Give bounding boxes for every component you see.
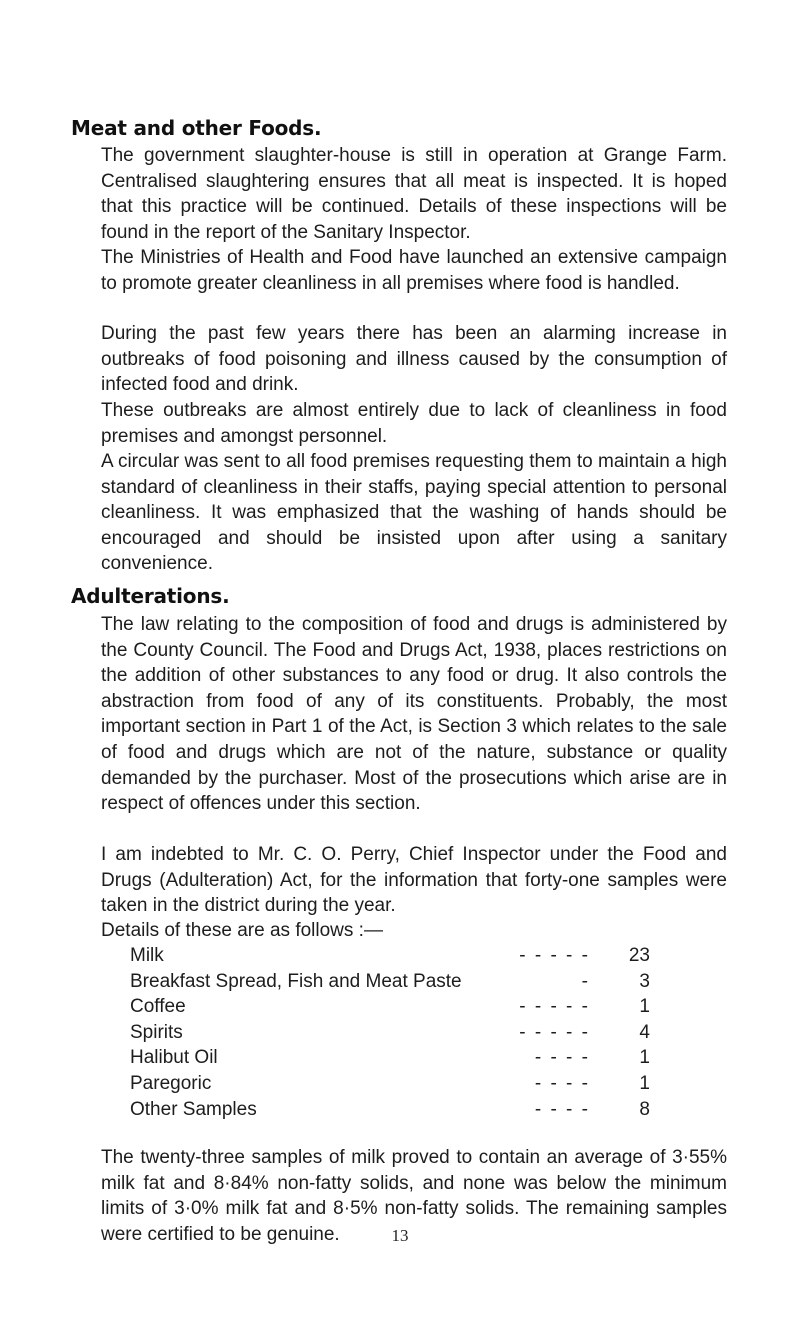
sample-name: Other Samples	[130, 1098, 257, 1120]
sample-count: 3	[639, 970, 650, 992]
leader-dashes: - - - -	[534, 1072, 590, 1094]
section-heading-adulterations: Adulterations.	[71, 584, 230, 608]
leader-dashes: - - - - -	[519, 945, 590, 966]
list-item	[130, 969, 650, 995]
section-heading-meat: Meat and other Foods.	[71, 116, 322, 140]
list-item	[130, 994, 650, 1020]
paragraph-chief-inspector: I am indebted to Mr. C. O. Perry, Chief Inspector under the Food and Drugs (Adulteration) Act, for the information that forty-one samples were taken in the district during the year.	[101, 844, 727, 917]
paragraph-food-poisoning: During the past few years there has been an alarming increase in outbreaks of food poisoning and illness caused by the consumption of infected food and drink.	[101, 323, 727, 396]
leader-dashes: -	[581, 970, 590, 992]
sample-count: 8	[639, 1098, 650, 1120]
sample-count: 1	[639, 1072, 650, 1094]
sample-name: Paregoric	[130, 1072, 212, 1094]
sample-name: Milk	[130, 945, 164, 966]
leader-dashes: - - - - -	[519, 1021, 590, 1043]
sample-name: Halibut Oil	[130, 1047, 218, 1069]
sample-name: Coffee	[130, 996, 186, 1018]
leader-dashes: - - - - -	[519, 996, 590, 1018]
leader-dashes: - - - -	[534, 1047, 590, 1069]
list-item	[130, 1097, 650, 1123]
sample-name: Breakfast Spread, Fish and Meat Paste	[130, 970, 462, 992]
sample-count: 23	[628, 945, 650, 966]
sample-count: 4	[639, 1021, 650, 1043]
list-item	[130, 1071, 650, 1097]
paragraph-milk-results: The twenty-three samples of milk proved to contain an average of 3·55% milk fat and 8·84% non-fatty solids, and none was below the minimum limits of 3·0% milk fat and 8·5% non-fatty solids. The remaining samples were certified to be genuine.	[101, 1147, 727, 1245]
paragraph-outbreaks: These outbreaks are almost entirely due to lack of cleanliness in food premises and amongst personnel.	[101, 400, 727, 447]
sample-name: Spirits	[130, 1021, 183, 1043]
page-number: 13	[391, 1226, 409, 1245]
paragraph-slaughter-house: The government slaughter-house is still in operation at Grange Farm. Centralised slaughtering ensures that all meat is inspected. It is hoped that this practice will be continued. Details of these inspections will be found in the report of the Sanitary Inspector.	[101, 145, 727, 243]
paragraph-details-intro: Details of these are as follows :—	[101, 920, 383, 941]
sample-count: 1	[639, 1047, 650, 1069]
list-item	[130, 1020, 650, 1046]
sample-count: 1	[639, 996, 650, 1018]
samples-list	[130, 943, 650, 1122]
paragraph-circular: A circular was sent to all food premises requesting them to maintain a high standard of cleanliness in their staffs, paying special attention to personal cleanliness. It was emphasized that the washing of hands should be encouraged and should be insisted upon after using a sanitary convenience.	[101, 451, 727, 575]
list-item	[130, 1045, 650, 1071]
list-item	[130, 943, 650, 969]
leader-dashes: - - - -	[534, 1098, 590, 1120]
paragraph-ministries-campaign: The Ministries of Health and Food have launched an extensive campaign to promote greater cleanliness in all premises where food is handled.	[101, 247, 727, 294]
paragraph-food-drugs-act: The law relating to the composition of food and drugs is administered by the County Council. The Food and Drugs Act, 1938, places restrictions on the addition of other substances to any food or drug. It also controls the abstraction from food of any of its constituents. Probably, the most important section in Part 1 of the Act, is Section 3 which relates to the sale of food and drugs which are not of the nature, substance or quality demanded by the purchaser. Most of the prosecutions which arise are in respect of offences under this section.	[101, 614, 727, 815]
